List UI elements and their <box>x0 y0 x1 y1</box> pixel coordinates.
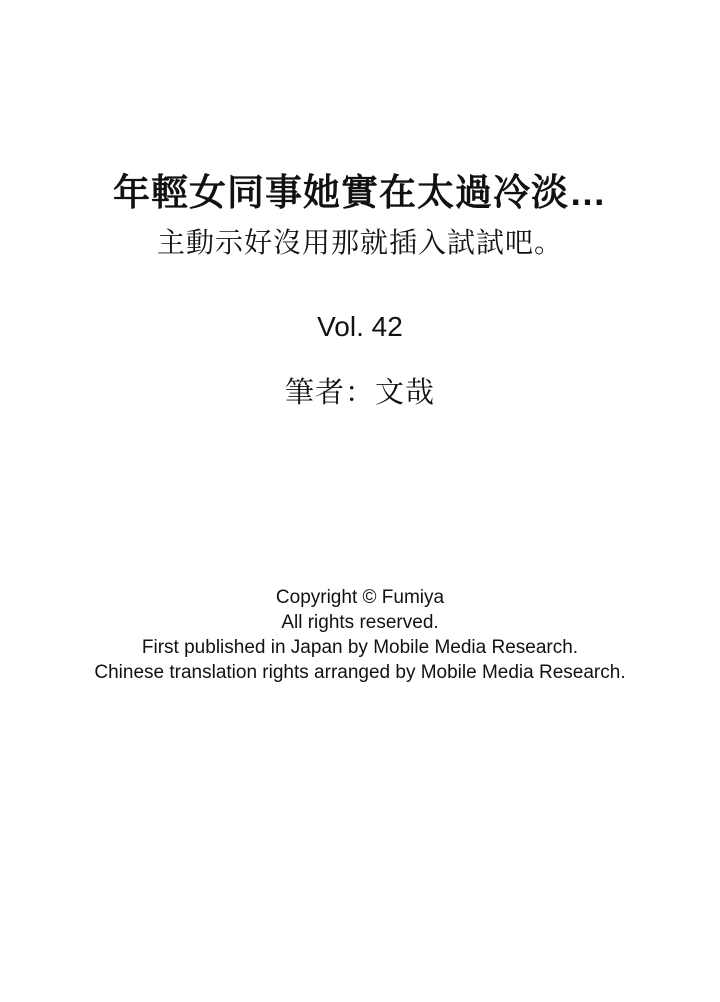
copyright-line: Copyright © Fumiya <box>275 586 445 608</box>
copyright-line: Chinese translation rights arranged by Mobile Media Research. <box>94 661 626 683</box>
page-title: 年輕女同事她實在太過冷淡… <box>113 172 607 213</box>
author-label: 筆者：文哉 <box>284 376 435 409</box>
copyright-line: First published in Japan by Mobile Media Research. <box>141 636 579 658</box>
page-subtitle: 主動示好沒用那就插入試試吧。 <box>156 226 563 258</box>
volume-label: Vol. 42 <box>317 310 403 342</box>
copyright-block <box>0 585 720 685</box>
copyright-line: All rights reserved. <box>281 611 439 633</box>
